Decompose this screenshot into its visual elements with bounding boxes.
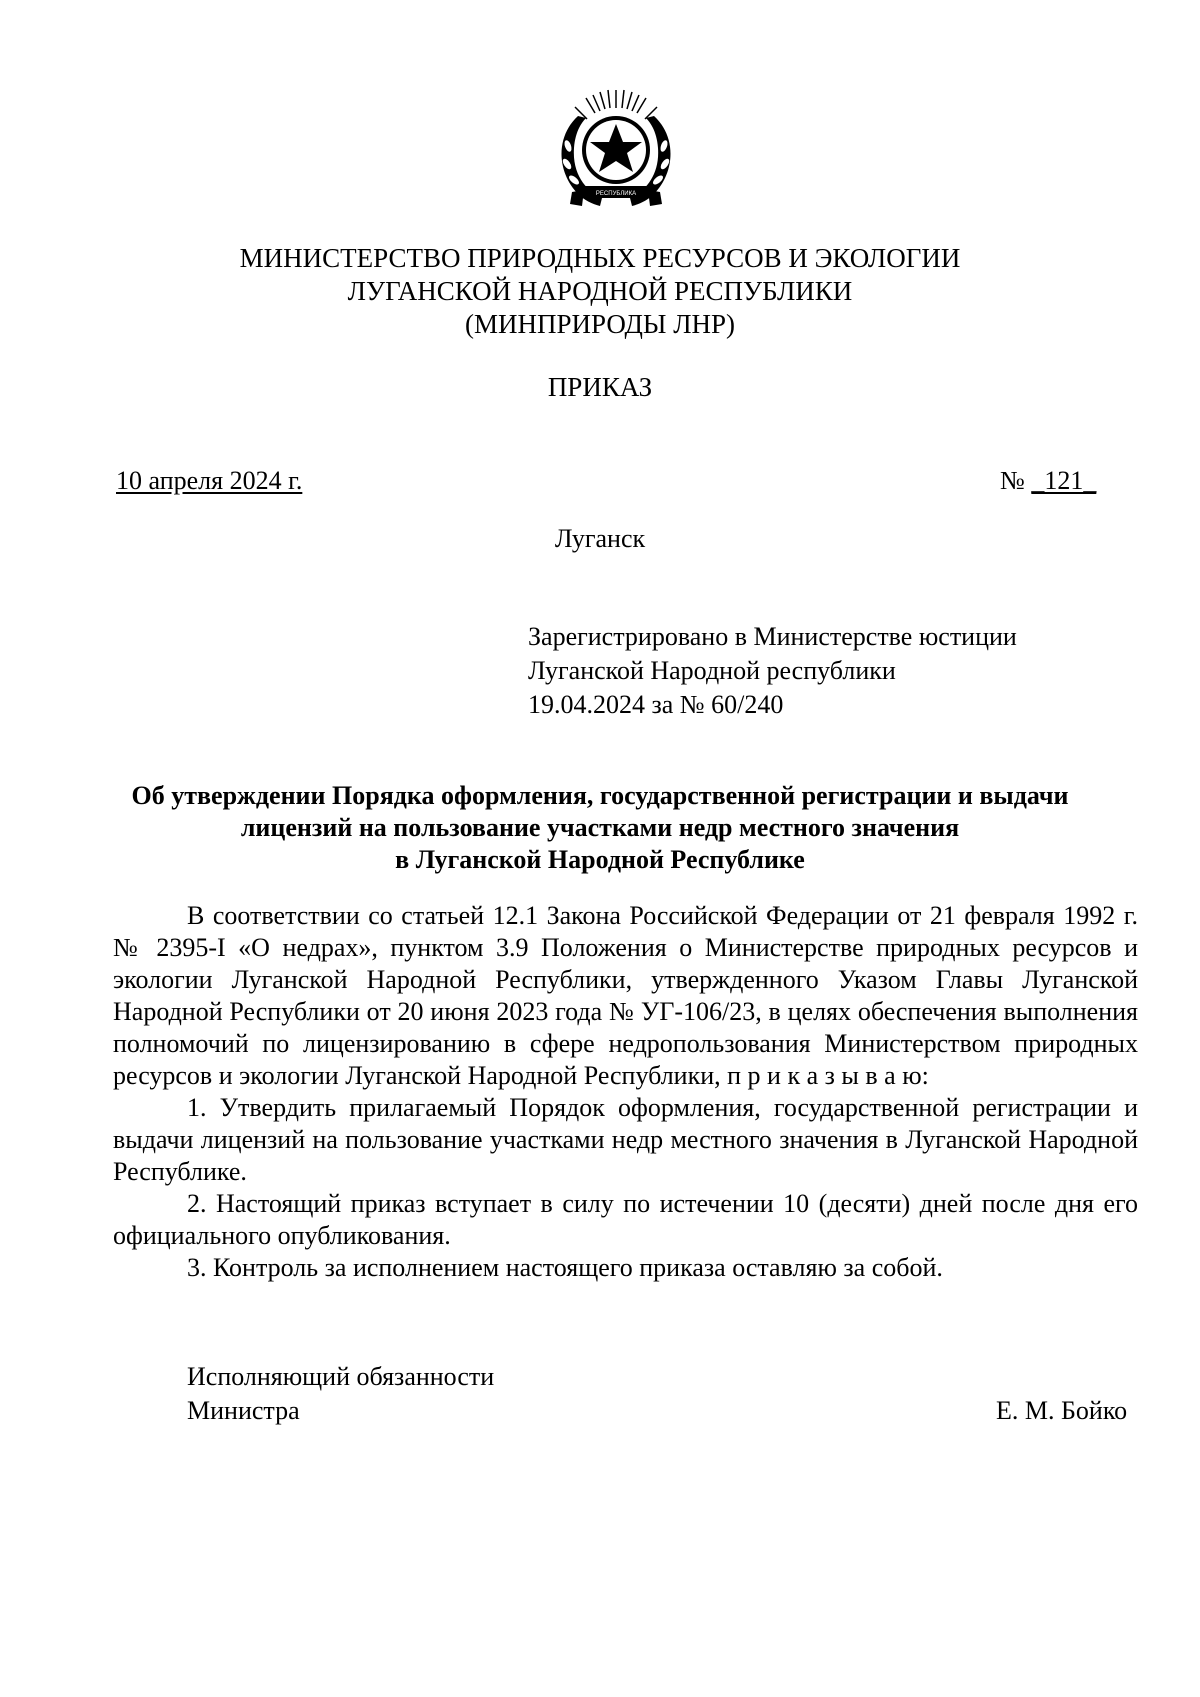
order-number-prefix: № <box>1000 466 1032 495</box>
signatory-title-line2: Министра <box>187 1396 300 1425</box>
svg-text:РЕСПУБЛИКА: РЕСПУБЛИКА <box>595 191 637 197</box>
body-item-1: 1. Утвердить прилагаемый Порядок оформления, государственной регистрации и выдачи лицензий на пользование участками недр местного значения в Луганской Народной Республике. <box>113 1093 1138 1186</box>
body-item-2: 2. Настоящий приказ вступает в силу по истечении 10 (десяти) дней после дня его официального опубликования. <box>113 1189 1138 1250</box>
registration-line3: 19.04.2024 за № 60/240 <box>528 690 784 719</box>
subject-line2: лицензий на пользование участками недр местного значения <box>240 813 960 842</box>
signatory-name: Е. М. Бойко <box>996 1396 1128 1425</box>
order-body <box>113 900 1138 1284</box>
coat-of-arms-icon <box>548 86 684 216</box>
body-preamble: В соответствии со статьей 12.1 Закона Российской Федерации от 21 февраля 1992 г. № 2395-I «О недрах», пунктом 3.9 Положения о Министерстве природных ресурсов и экологии Луганской Народной Республики, утвержденного Указом Главы Луганской Народной Республики от 20 июня 2023 года № УГ-106/23, в целях обеспечения выполнения полномочий по лицензированию в сфере недропользования Министерством природных ресурсов и экологии Луганской Народной Республики, п р и к а з ы в а ю: <box>113 901 1138 1090</box>
registration-note <box>528 620 1017 722</box>
subject-line1: Об утверждении Порядка оформления, государственной регистрации и выдачи <box>131 781 1069 810</box>
order-type-heading: ПРИКАЗ <box>547 372 653 402</box>
subject-line3: в Луганской Народной Республике <box>395 845 805 874</box>
order-city: Луганск <box>554 524 646 553</box>
registration-line1: Зарегистрировано в Министерстве юстиции <box>528 622 1017 651</box>
order-date: 10 апреля 2024 г. <box>116 466 303 495</box>
order-subject <box>100 780 1100 876</box>
signatory-title-line1: Исполняющий обязанности <box>187 1362 495 1391</box>
order-number-value: _121_ <box>1031 466 1097 495</box>
body-item-3: 3. Контроль за исполнением настоящего приказа оставляю за собой. <box>187 1253 943 1282</box>
ministry-name-line1: МИНИСТЕРСТВО ПРИРОДНЫХ РЕСУРСОВ И ЭКОЛОГИИ <box>239 243 961 273</box>
coat-of-arms-emblem <box>548 86 684 216</box>
registration-line2: Луганской Народной республики <box>528 656 896 685</box>
signatory-title <box>187 1360 494 1428</box>
ministry-abbreviation: (МИНПРИРОДЫ ЛНР) <box>464 309 736 339</box>
order-number <box>1000 465 1096 497</box>
ministry-header <box>0 242 1200 341</box>
ministry-name-line2: ЛУГАНСКОЙ НАРОДНОЙ РЕСПУБЛИКИ <box>347 276 853 306</box>
